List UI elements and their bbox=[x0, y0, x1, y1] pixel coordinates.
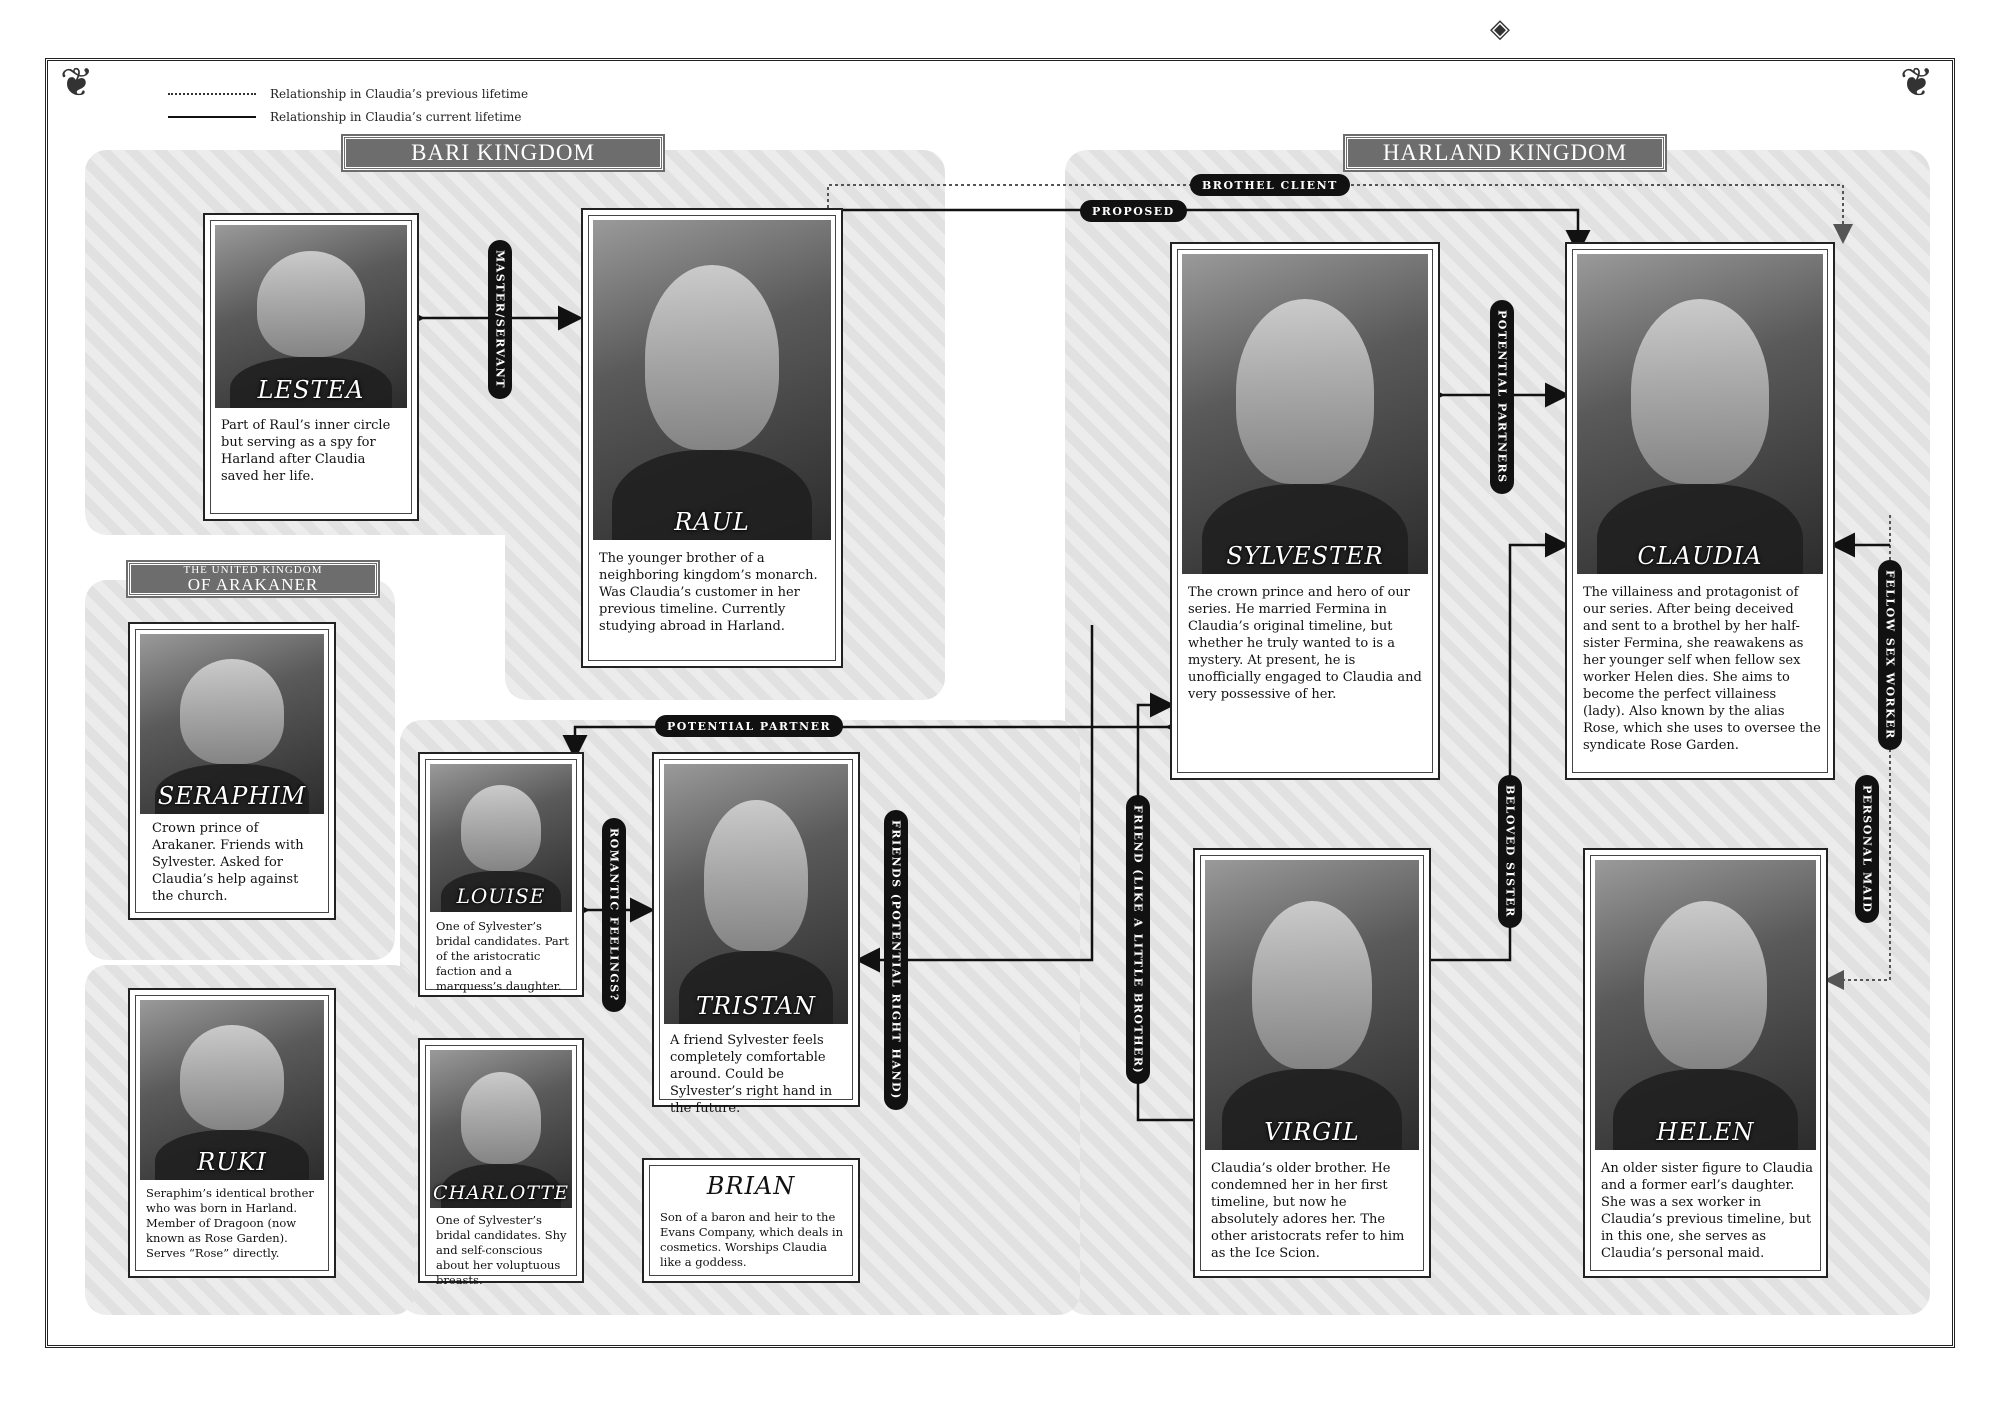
portrait-helen bbox=[1595, 860, 1816, 1150]
name-sylvester: SYLVESTER bbox=[1226, 542, 1384, 570]
character-card-louise[interactable] bbox=[418, 752, 584, 997]
kingdom-banner-harland: HARLAND KINGDOM bbox=[1345, 136, 1665, 170]
character-card-ruki[interactable] bbox=[128, 988, 336, 1278]
kingdom-banner-arakaner-line1: THE UNITED KINGDOM bbox=[183, 564, 323, 576]
portrait-tristan bbox=[664, 764, 848, 1024]
ornament-icon: ◈ bbox=[1490, 14, 1510, 44]
relation-friends-right-hand: FRIENDS (POTENTIAL RIGHT HAND) bbox=[884, 810, 908, 1110]
name-lestea: LESTEA bbox=[257, 376, 365, 404]
name-brian: BRIAN bbox=[706, 1172, 796, 1200]
character-card-brian[interactable] bbox=[642, 1158, 860, 1283]
flourish-icon: ❦ bbox=[60, 60, 94, 106]
desc-sylvester: The crown prince and hero of our series. He married Fermina in Claudia’s original timeline, but whether he truly wanted to is a mystery. At present, he is unofficially engaged to Claudia and very possessive of her. bbox=[1188, 585, 1422, 702]
relation-proposed: PROPOSED bbox=[1080, 200, 1187, 222]
character-card-helen[interactable] bbox=[1583, 848, 1828, 1278]
character-card-seraphim[interactable] bbox=[128, 622, 336, 920]
character-card-tristan[interactable] bbox=[652, 752, 860, 1116]
portrait-ruki bbox=[140, 1000, 324, 1180]
portrait-sylvester bbox=[1182, 254, 1428, 574]
character-card-virgil[interactable] bbox=[1193, 848, 1431, 1278]
desc-seraphim: Crown prince of Arakaner. Friends with Sylvester. Asked for Claudia’s help against the church. bbox=[152, 821, 304, 904]
desc-lestea: Part of Raul’s inner circle but serving as a spy for Harland after Claudia saved her life. bbox=[221, 418, 391, 484]
relation-romantic-feelings: ROMANTIC FEELINGS? bbox=[602, 818, 626, 1012]
kingdom-banner-arakaner-line2: OF ARAKANER bbox=[187, 575, 319, 594]
name-louise: LOUISE bbox=[456, 884, 546, 908]
portrait-seraphim bbox=[140, 634, 324, 814]
desc-brian: Son of a baron and heir to the Evans Company, which deals in cosmetics. Worships Claudia like a goddess. bbox=[660, 1210, 844, 1269]
desc-charlotte: One of Sylvester’s bridal candidates. Shy and self-conscious about her voluptuous breasts. bbox=[436, 1213, 567, 1287]
legend-previous-label: Relationship in Claudia’s previous lifetime bbox=[270, 87, 529, 101]
desc-claudia: The villainess and protagonist of our series. After being deceived and sent to a brothel by her half-sister Fermina, she reawakens as her younger self when fellow sex worker Helen dies. She aims to become the perfect villainess (lady). Also known by the alias Rose, which she uses to oversee the syndicate Rose Garden. bbox=[1583, 585, 1821, 753]
name-virgil: VIRGIL bbox=[1264, 1118, 1360, 1146]
portrait-louise bbox=[430, 764, 572, 912]
character-card-charlotte[interactable] bbox=[418, 1038, 584, 1287]
desc-virgil: Claudia’s older brother. He condemned her in her first timeline, but now he absolutely adores her. The other aristocrats refer to him as the Ice Scion. bbox=[1211, 1161, 1405, 1261]
portrait-virgil bbox=[1205, 860, 1419, 1150]
name-charlotte: CHARLOTTE bbox=[433, 1182, 569, 1204]
portrait-lestea bbox=[215, 225, 407, 408]
relation-personal-maid: PERSONAL MAID bbox=[1855, 775, 1879, 923]
flourish-icon: ❦ bbox=[1900, 60, 1934, 106]
relation-beloved-sister: BELOVED SISTER bbox=[1498, 775, 1522, 928]
character-card-lestea[interactable] bbox=[203, 213, 419, 521]
relation-friend-little-brother: FRIEND (LIKE A LITTLE BROTHER) bbox=[1126, 795, 1150, 1084]
character-card-claudia[interactable] bbox=[1565, 242, 1835, 780]
desc-raul: The younger brother of a neighboring kingdom’s monarch. Was Claudia’s customer in her previous timeline. Currently studying abroad in Harland. bbox=[599, 551, 818, 634]
name-ruki: RUKI bbox=[197, 1148, 267, 1176]
relation-fellow-sex-worker: FELLOW SEX WORKER bbox=[1878, 560, 1902, 750]
name-tristan: TRISTAN bbox=[695, 992, 817, 1020]
name-helen: HELEN bbox=[1656, 1118, 1755, 1146]
desc-ruki: Seraphim’s identical brother who was born in Harland. Member of Dragoon (now known as Rose Garden). Serves “Rose” directly. bbox=[146, 1186, 314, 1260]
desc-louise: One of Sylvester’s bridal candidates. Part of the aristocratic faction and a marquess’s daughter. bbox=[436, 919, 569, 993]
relation-potential-partners: POTENTIAL PARTNERS bbox=[1490, 300, 1514, 494]
relation-master-servant: MASTER/SERVANT bbox=[488, 240, 512, 399]
relation-potential-partner: POTENTIAL PARTNER bbox=[655, 715, 843, 737]
desc-helen: An older sister figure to Claudia and a former earl’s daughter. She was a sex worker in Claudia’s previous timeline, but in this one, she serves as Claudia’s personal maid. bbox=[1601, 1161, 1814, 1261]
character-card-raul[interactable] bbox=[581, 208, 843, 668]
desc-tristan: A friend Sylvester feels completely comfortable around. Could be Sylvester’s right hand in the future. bbox=[670, 1033, 833, 1116]
kingdom-banner-bari: BARI KINGDOM bbox=[343, 136, 663, 170]
portrait-raul bbox=[593, 220, 831, 540]
character-card-sylvester[interactable] bbox=[1170, 242, 1440, 780]
legend-current-label: Relationship in Claudia’s current lifetime bbox=[270, 110, 522, 124]
name-seraphim: SERAPHIM bbox=[157, 782, 307, 810]
relation-brothel-client: BROTHEL CLIENT bbox=[1190, 174, 1350, 196]
portrait-charlotte bbox=[430, 1050, 572, 1208]
name-raul: RAUL bbox=[674, 508, 750, 536]
name-claudia: CLAUDIA bbox=[1637, 542, 1763, 570]
portrait-claudia bbox=[1577, 254, 1823, 574]
